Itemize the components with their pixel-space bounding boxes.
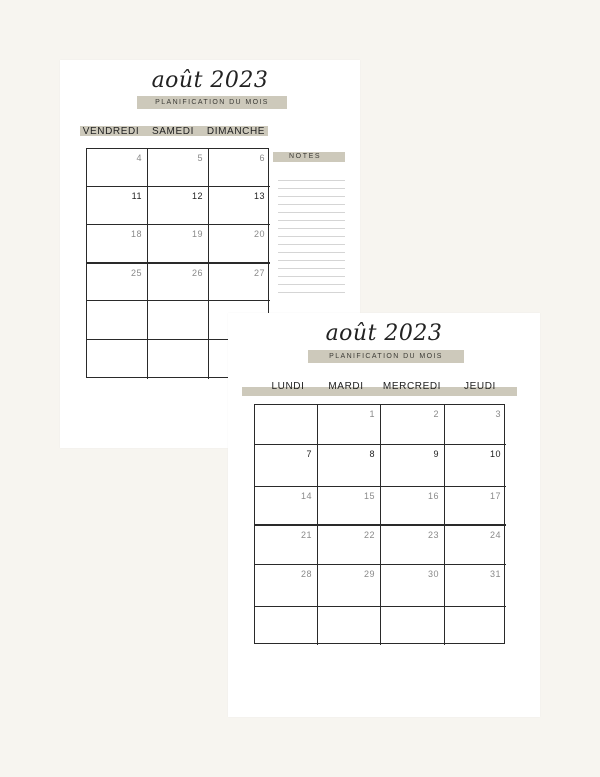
notes-rule-line [278,188,345,189]
notes-rule-line [278,196,345,197]
calendar-cell [381,565,445,607]
day-number: 21 [300,530,312,540]
calendar-cell [445,405,506,445]
calendar-cell [255,445,318,487]
day-number: 31 [489,569,501,579]
day-number: 30 [427,569,439,579]
day-number: 2 [433,409,439,419]
notes-header: NOTES [273,152,345,162]
day-number: 27 [253,268,265,278]
front-page-title: août 2023 [325,321,443,346]
front-calendar-grid [254,404,505,644]
calendar-cell [318,487,381,525]
calendar-cell [148,149,209,187]
calendar-cell [381,525,445,565]
front-calendar-page [228,313,540,717]
day-number: 16 [427,491,439,501]
calendar-cell [87,301,148,340]
back-page-title: août 2023 [151,68,269,93]
notes-rule-line [278,228,345,229]
day-label-mardi: MARDI [328,381,364,392]
calendar-cell [148,263,209,301]
calendar-cell [87,263,148,301]
day-label-vendredi: VENDREDI [82,126,140,137]
day-number: 6 [259,153,265,163]
calendar-cell [318,525,381,565]
calendar-cell [87,149,148,187]
day-label-mercredi: MERCREDI [382,381,442,392]
day-number: 23 [427,530,439,540]
calendar-cell [148,187,209,225]
day-number: 8 [369,449,375,459]
notes-rule-line [278,292,345,293]
day-number: 4 [136,153,142,163]
calendar-cell [209,149,270,187]
calendar-cell [381,487,445,525]
day-number: 19 [191,229,203,239]
calendar-cell [445,607,506,645]
day-label-samedi: SAMEDI [152,126,194,137]
day-number: 14 [300,491,312,501]
notes-rule-line [278,268,345,269]
day-number: 12 [191,191,203,201]
day-number: 18 [130,229,142,239]
day-number: 29 [363,569,375,579]
day-number: 26 [191,268,203,278]
day-number: 28 [300,569,312,579]
calendar-cell [148,301,209,340]
day-number: 5 [197,153,203,163]
day-number: 7 [306,449,312,459]
calendar-cell [148,225,209,263]
day-label-jeudi: JEUDI [464,381,496,392]
calendar-cell [381,445,445,487]
calendar-cell [255,525,318,565]
front-page-subtitle: PLANIFICATION DU MOIS [308,350,464,363]
calendar-cell [255,405,318,445]
day-number: 25 [130,268,142,278]
calendar-cell [209,263,270,301]
day-number: 9 [433,449,439,459]
day-number: 3 [495,409,501,419]
calendar-cell [255,565,318,607]
day-number: 13 [253,191,265,201]
day-number: 10 [489,449,501,459]
day-number: 15 [363,491,375,501]
day-label-lundi: LUNDI [271,381,305,392]
day-label-dimanche: DIMANCHE [206,126,266,137]
notes-rule-line [278,276,345,277]
notes-rule-line [278,284,345,285]
day-number: 17 [489,491,501,501]
calendar-cell [318,607,381,645]
calendar-cell [445,445,506,487]
notes-rule-line [278,204,345,205]
calendar-cell [209,187,270,225]
calendar-cell [445,565,506,607]
calendar-cell [381,607,445,645]
day-number: 1 [369,409,375,419]
calendar-cell [148,340,209,379]
day-number: 11 [131,191,142,201]
notes-rule-line [278,252,345,253]
calendar-cell [318,445,381,487]
notes-rule-line [278,236,345,237]
calendar-cell [255,487,318,525]
day-number: 22 [363,530,375,540]
notes-rule-line [278,180,345,181]
calendar-cell [445,487,506,525]
calendar-cell [381,405,445,445]
calendar-cell [318,405,381,445]
day-number: 24 [489,530,501,540]
calendar-cell [255,607,318,645]
calendar-cell [445,525,506,565]
calendar-cell [87,187,148,225]
calendar-cell [87,225,148,263]
notes-rule-line [278,244,345,245]
notes-rule-line [278,212,345,213]
calendar-cell [209,225,270,263]
calendar-cell [318,565,381,607]
calendar-cell [87,340,148,379]
back-page-subtitle: PLANIFICATION DU MOIS [137,96,287,109]
day-number: 20 [253,229,265,239]
notes-rule-line [278,220,345,221]
notes-rule-line [278,260,345,261]
